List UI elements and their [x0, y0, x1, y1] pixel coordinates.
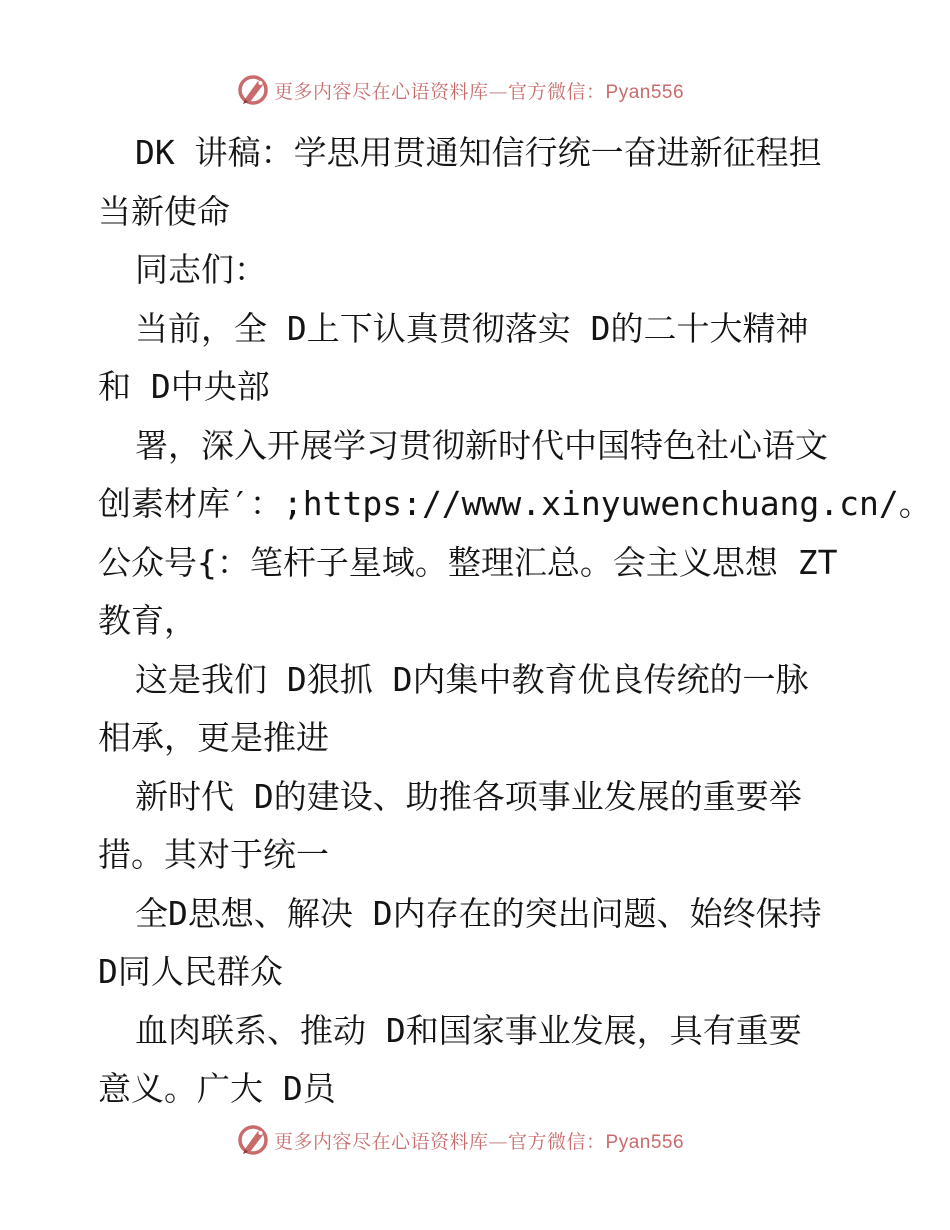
text-line: 当前，全 D上下认真贯彻落实 D的二十大精神	[135, 308, 809, 348]
text-line: 创素材库′：;https://www.xinyuwenchuang.cn/。	[98, 484, 932, 523]
footer-watermark	[236, 1122, 756, 1158]
watermark-text	[274, 1127, 684, 1154]
watermark-contact: 官方微信：	[508, 80, 606, 103]
text-line: 新时代 D的建设、助推各项事业发展的重要举	[135, 776, 802, 816]
watermark-dash: —	[488, 1130, 509, 1153]
watermark-id: Pyan556	[605, 1131, 685, 1153]
watermark-text	[274, 77, 684, 104]
text-line: 这是我们 D狠抓 D内集中教育优良传统的一脉	[135, 659, 809, 699]
text-line: 公众号{：笔杆子星域。整理汇总。会主义思想 ZT	[98, 542, 838, 582]
text-line: 教育，	[98, 601, 197, 640]
watermark-contact: 官方微信：	[508, 1130, 606, 1153]
text-line: 署，深入开展学习贯彻新时代中国特色社心语文	[135, 425, 828, 465]
text-line: D同人民群众	[98, 952, 283, 991]
text-line: 措。其对于统一	[98, 835, 329, 874]
text-line: 全D思想、解决 D内存在的突出问题、始终保持	[135, 893, 822, 933]
text-line: 同志们：	[135, 250, 267, 289]
header-watermark	[236, 72, 756, 108]
watermark-slogan: 更多内容尽在心语资料库	[274, 1130, 489, 1153]
text-line: 相承，更是推进	[98, 718, 329, 757]
text-line: DK 讲稿：学思用贯通知信行统一奋进新征程担	[135, 133, 822, 172]
text-line: 和 D中央部	[98, 367, 270, 406]
pen-circle-logo-icon	[236, 1123, 270, 1157]
text-line: 血肉联系、推动 D和国家事业发展，具有重要	[135, 1010, 802, 1050]
document-body	[98, 124, 932, 1119]
pen-circle-logo-icon	[236, 73, 270, 107]
watermark-dash: —	[488, 80, 509, 103]
text-line: 当新使命	[98, 191, 230, 231]
watermark-id: Pyan556	[605, 81, 685, 103]
watermark-slogan: 更多内容尽在心语资料库	[274, 80, 489, 103]
text-line: 意义。广大 D员	[98, 1069, 336, 1108]
